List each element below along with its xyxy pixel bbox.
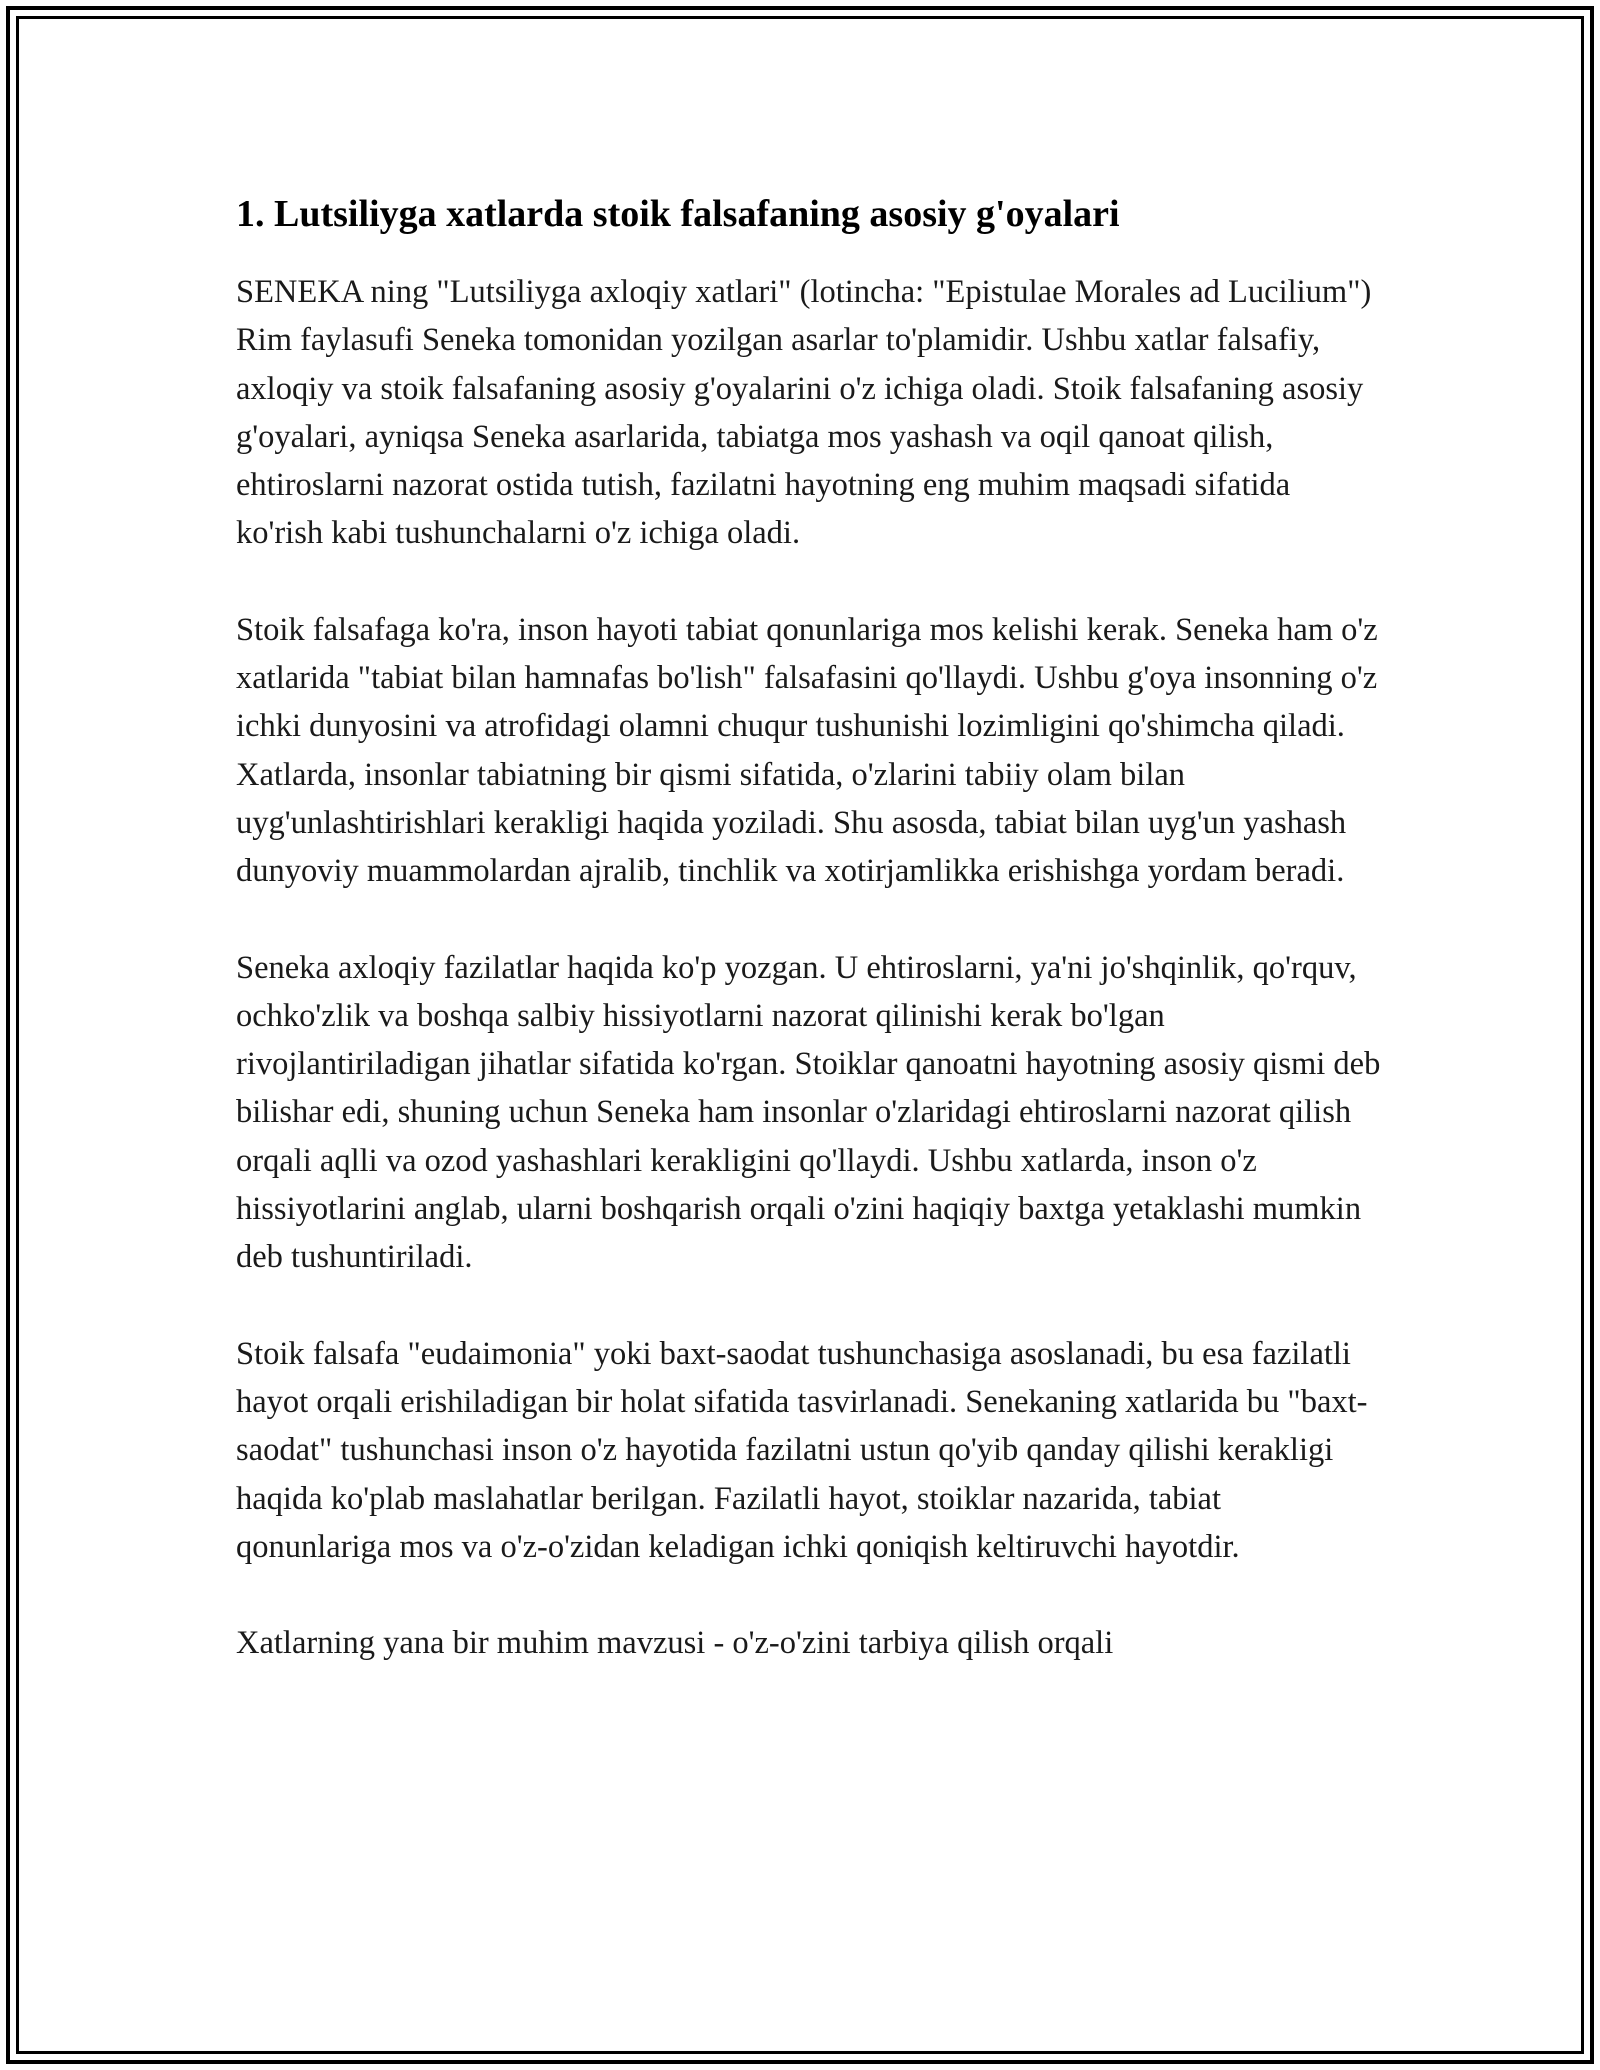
paragraph-eudaimonia: Stoik falsafa "eudaimonia" yoki baxt-saodat tushunchasiga asoslanadi, bu esa fazilatli hayot orqali erishiladigan bir holat sifatida tasvirlanadi. Senekaning xatlarida bu "baxt-saodat" tushunchasi inson o'z hayotida fazilatni ustun qo'yib qanday qilishi kerakligi haqida ko'plab maslahatlar berilgan. Fazilatli hayot, stoiklar nazarida, tabiat qonunlariga mos va o'z-o'zidan keladigan ichki qoniqish keltiruvchi hayotdir. [236,1335,1368,1565]
paragraph-virtues: Seneka axloqiy fazilatlar haqida ko'p yozgan. U ehtiroslarni, ya'ni jo'shqinlik, qo'rquv, ochko'zlik va boshqa salbiy hissiyotlarni nazorat qilinishi kerak bo'lgan rivojlantiriladigan jihatlar sifatida ko'rgan. Stoiklar qanoatni hayotning asosiy qismi deb bilishar edi, shuning uchun Seneka ham insonlar o'zlaridagi ehtiroslarni nazorat qilish orqali aqlli va ozod yashashlari kerakligini qo'llaydi. Ushbu xatlarda, inson o'z hissiyotlarini anglab, ularni boshqarish orqali o'zini haqiqiy baxtga yetaklashi mumkin deb tushuntiriladi. [236,949,1381,1276]
section-heading: 1. Lutsiliyga xatlarda stoik falsafaning asosiy g'oyalari [236,193,1120,235]
paragraph-intro: SENEKA ning "Lutsiliyga axloqiy xatlari" (lotincha: "Epistulae Morales ad Lucilium") Rim faylasufi Seneka tomonidan yozilgan asarlar to'plamidir. Ushbu xatlar falsafiy, axloqiy va stoik falsafaning asosiy g'oyalarini o'z ichiga oladi. Stoik falsafaning asosiy g'oyalari, ayniqsa Seneka asarlarida, tabiatga mos yashash va oqil qanoat qilish, ehtiroslarni nazorat ostida tutish, fazilatni hayotning eng muhim maqsadi sifatida ko'rish kabi tushunchalarni o'z ichiga oladi. [236,274,1372,552]
paragraph-self-education: Xatlarning yana bir muhim mavzusi - o'z-o'zini tarbiya qilish orqali [236,1625,1114,1662]
document-body [236,188,1381,1667]
paragraph-nature: Stoik falsafaga ko'ra, inson hayoti tabiat qonunlariga mos kelishi kerak. Seneka ham o'z xatlarida "tabiat bilan hamnafas bo'lish" falsafasini qo'llaydi. Ushbu g'oya insonning o'z ichki dunyosini va atrofidagi olamni chuqur tushunishi lozimligini qo'shimcha qiladi. Xatlarda, insonlar tabiatning bir qismi sifatida, o'zlarini tabiiy olam bilan uyg'unlashtirishlari kerakligi haqida yoziladi. Shu asosda, tabiat bilan uyg'un yashash dunyoviy muammolardan ajralib, tinchlik va xotirjamlikka erishishga yordam beradi. [236,611,1378,890]
